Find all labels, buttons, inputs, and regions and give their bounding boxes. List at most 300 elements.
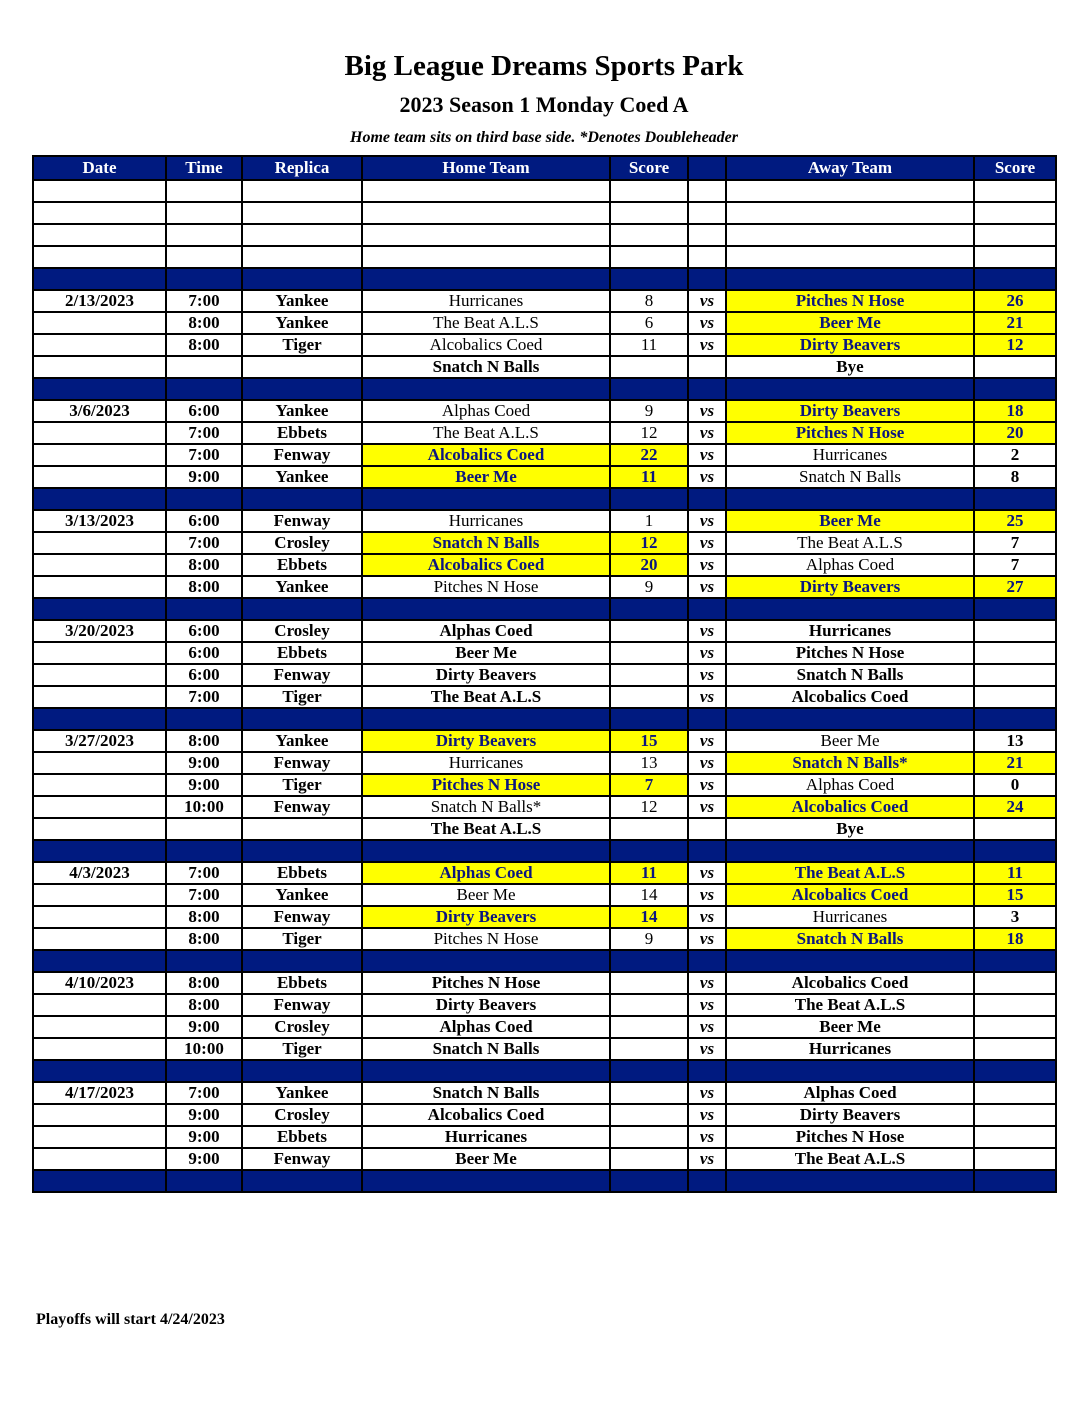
game-row [33,554,1056,576]
away-team: Snatch N Balls [726,466,974,488]
game-date [33,642,166,664]
game-row [33,818,1056,840]
game-field: Ebbets [242,422,362,444]
separator-cell [726,840,974,862]
game-field: Crosley [242,1104,362,1126]
separator-cell [166,268,242,290]
home-score [610,620,688,642]
blank-cell [166,246,242,268]
game-date [33,884,166,906]
game-time: 8:00 [166,312,242,334]
game-row [33,620,1056,642]
vs-label: vs [688,972,726,994]
game-row [33,532,1056,554]
game-field: Fenway [242,444,362,466]
away-team: Dirty Beavers [726,1104,974,1126]
blank-cell [242,202,362,224]
game-date [33,664,166,686]
game-date [33,356,166,378]
separator-cell [610,950,688,972]
game-date [33,1104,166,1126]
away-score: 18 [974,928,1056,950]
away-score: 18 [974,400,1056,422]
game-date [33,532,166,554]
game-time: 9:00 [166,1016,242,1038]
blank-cell [610,180,688,202]
separator-cell [610,268,688,290]
col-header-away-score: Score [974,156,1056,180]
away-score: 11 [974,862,1056,884]
game-time: 6:00 [166,620,242,642]
game-date: 2/13/2023 [33,290,166,312]
away-score [974,686,1056,708]
game-date: 4/3/2023 [33,862,166,884]
game-date [33,906,166,928]
separator-cell [166,1170,242,1192]
game-time: 10:00 [166,1038,242,1060]
game-time: 8:00 [166,576,242,598]
home-score: 11 [610,334,688,356]
game-time [166,818,242,840]
home-score: 14 [610,906,688,928]
game-field: Yankee [242,312,362,334]
home-team: Hurricanes [362,510,610,532]
vs-label: vs [688,642,726,664]
game-date [33,554,166,576]
game-row [33,928,1056,950]
home-team: Dirty Beavers [362,664,610,686]
home-score: 14 [610,884,688,906]
game-field: Ebbets [242,1126,362,1148]
away-score: 8 [974,466,1056,488]
away-team: Snatch N Balls [726,664,974,686]
away-score: 27 [974,576,1056,598]
game-row [33,356,1056,378]
game-time: 8:00 [166,730,242,752]
col-header-date: Date [33,156,166,180]
game-row [33,862,1056,884]
vs-label: vs [688,862,726,884]
away-score: 21 [974,312,1056,334]
blank-cell [362,224,610,246]
separator-cell [688,1170,726,1192]
away-score: 2 [974,444,1056,466]
home-team: The Beat A.L.S [362,686,610,708]
game-time: 6:00 [166,664,242,686]
game-time: 9:00 [166,1148,242,1170]
vs-label: vs [688,532,726,554]
away-score [974,818,1056,840]
separator-cell [362,840,610,862]
game-time: 9:00 [166,466,242,488]
game-time: 9:00 [166,774,242,796]
col-header-away-team: Away Team [726,156,974,180]
blank-cell [242,246,362,268]
home-score [610,642,688,664]
away-team: Hurricanes [726,906,974,928]
game-field: Fenway [242,1148,362,1170]
game-row [33,1148,1056,1170]
away-score: 7 [974,554,1056,576]
vs-label: vs [688,906,726,928]
separator-cell [610,378,688,400]
separator-cell [242,268,362,290]
separator-row [33,488,1056,510]
home-team: Alphas Coed [362,400,610,422]
vs-label: vs [688,422,726,444]
game-field: Tiger [242,928,362,950]
game-time: 10:00 [166,796,242,818]
away-score: 7 [974,532,1056,554]
away-score: 3 [974,906,1056,928]
home-team: The Beat A.L.S [362,312,610,334]
game-field [242,818,362,840]
game-time: 6:00 [166,400,242,422]
vs-label [688,356,726,378]
game-date [33,774,166,796]
separator-cell [166,950,242,972]
separator-cell [726,1060,974,1082]
game-time: 7:00 [166,686,242,708]
separator-row [33,840,1056,862]
home-team: Hurricanes [362,1126,610,1148]
away-score: 21 [974,752,1056,774]
separator-cell [242,950,362,972]
page-subtitle: 2023 Season 1 Monday Coed A [399,92,689,117]
separator-cell [362,708,610,730]
home-team: Pitches N Hose [362,576,610,598]
separator-cell [688,488,726,510]
blank-row [33,202,1056,224]
game-date [33,422,166,444]
game-row [33,1126,1056,1148]
blank-cell [242,224,362,246]
separator-cell [166,378,242,400]
separator-cell [166,488,242,510]
game-date [33,752,166,774]
separator-cell [974,598,1056,620]
game-field [242,356,362,378]
game-field: Crosley [242,620,362,642]
separator-cell [33,708,166,730]
away-team: The Beat A.L.S [726,1148,974,1170]
blank-cell [33,202,166,224]
home-team: The Beat A.L.S [362,818,610,840]
away-team: Alcobalics Coed [726,972,974,994]
separator-cell [974,1170,1056,1192]
schedule-table [32,155,1057,1193]
game-field: Ebbets [242,642,362,664]
separator-cell [974,378,1056,400]
schedule-body [33,180,1056,1192]
col-header-home-score: Score [610,156,688,180]
separator-cell [726,708,974,730]
separator-cell [33,378,166,400]
blank-cell [166,180,242,202]
game-time: 7:00 [166,290,242,312]
vs-label: vs [688,1038,726,1060]
separator-cell [362,1060,610,1082]
separator-cell [33,598,166,620]
away-score [974,1038,1056,1060]
home-score [610,1038,688,1060]
game-row [33,752,1056,774]
blank-cell [726,180,974,202]
game-time: 7:00 [166,862,242,884]
separator-cell [688,708,726,730]
home-team: Snatch N Balls [362,356,610,378]
home-score: 22 [610,444,688,466]
vs-label: vs [688,994,726,1016]
game-field: Tiger [242,774,362,796]
home-score: 7 [610,774,688,796]
away-score: 26 [974,290,1056,312]
schedule-note: Home team sits on third base side. *Denotes Doubleheader [350,129,738,146]
separator-cell [362,488,610,510]
home-score [610,818,688,840]
game-field: Tiger [242,1038,362,1060]
separator-cell [974,840,1056,862]
home-score: 20 [610,554,688,576]
away-team: The Beat A.L.S [726,862,974,884]
home-score [610,972,688,994]
blank-cell [688,224,726,246]
vs-label: vs [688,1016,726,1038]
game-time: 7:00 [166,884,242,906]
home-team: Snatch N Balls [362,1038,610,1060]
separator-cell [688,1060,726,1082]
game-row [33,994,1056,1016]
separator-cell [610,840,688,862]
home-team: Beer Me [362,466,610,488]
separator-cell [726,378,974,400]
game-date [33,466,166,488]
home-score: 6 [610,312,688,334]
vs-label: vs [688,334,726,356]
away-score: 25 [974,510,1056,532]
vs-label: vs [688,312,726,334]
home-score [610,686,688,708]
away-score [974,620,1056,642]
blank-cell [610,202,688,224]
game-row [33,906,1056,928]
vs-label: vs [688,730,726,752]
separator-cell [974,1060,1056,1082]
home-team: Alcobalics Coed [362,554,610,576]
separator-cell [242,378,362,400]
game-row [33,774,1056,796]
game-field: Yankee [242,466,362,488]
away-team: Dirty Beavers [726,334,974,356]
vs-label: vs [688,466,726,488]
away-team: Hurricanes [726,620,974,642]
blank-cell [362,202,610,224]
col-header-time: Time [166,156,242,180]
away-team: Bye [726,356,974,378]
home-score: 9 [610,576,688,598]
home-score [610,1126,688,1148]
separator-cell [166,598,242,620]
away-team: Dirty Beavers [726,576,974,598]
away-score: 15 [974,884,1056,906]
blank-row [33,180,1056,202]
blank-cell [726,246,974,268]
away-score [974,994,1056,1016]
home-score [610,1082,688,1104]
home-team: Beer Me [362,1148,610,1170]
home-team: The Beat A.L.S [362,422,610,444]
separator-cell [974,268,1056,290]
game-time: 6:00 [166,510,242,532]
away-score [974,642,1056,664]
vs-label: vs [688,444,726,466]
home-team: Dirty Beavers [362,906,610,928]
game-date [33,1148,166,1170]
away-team: Pitches N Hose [726,642,974,664]
game-field: Yankee [242,576,362,598]
blank-cell [688,246,726,268]
game-date [33,334,166,356]
separator-cell [688,268,726,290]
blank-cell [974,202,1056,224]
game-time: 8:00 [166,334,242,356]
away-score: 24 [974,796,1056,818]
separator-row [33,708,1056,730]
vs-label: vs [688,1148,726,1170]
game-row [33,642,1056,664]
blank-cell [974,180,1056,202]
separator-cell [726,1170,974,1192]
header-row [33,156,1056,180]
away-team: Alphas Coed [726,554,974,576]
away-team: The Beat A.L.S [726,532,974,554]
blank-cell [610,224,688,246]
col-header-replica: Replica [242,156,362,180]
blank-cell [974,246,1056,268]
away-team: The Beat A.L.S [726,994,974,1016]
separator-cell [362,268,610,290]
separator-cell [726,268,974,290]
game-row [33,422,1056,444]
separator-row [33,1060,1056,1082]
separator-cell [242,840,362,862]
vs-label: vs [688,686,726,708]
game-field: Fenway [242,510,362,532]
separator-row [33,378,1056,400]
game-row [33,312,1056,334]
vs-label [688,818,726,840]
home-team: Alphas Coed [362,1016,610,1038]
game-date [33,1016,166,1038]
game-date [33,686,166,708]
game-time: 7:00 [166,532,242,554]
home-team: Alcobalics Coed [362,1104,610,1126]
separator-cell [688,950,726,972]
away-score [974,1082,1056,1104]
game-date [33,928,166,950]
game-row [33,1104,1056,1126]
separator-cell [610,488,688,510]
game-date: 3/6/2023 [33,400,166,422]
away-team: Hurricanes [726,1038,974,1060]
blank-cell [610,246,688,268]
home-team: Pitches N Hose [362,774,610,796]
game-date [33,1126,166,1148]
blank-cell [33,246,166,268]
separator-cell [362,378,610,400]
vs-label: vs [688,576,726,598]
separator-cell [610,598,688,620]
game-date: 3/20/2023 [33,620,166,642]
game-field: Yankee [242,884,362,906]
separator-cell [726,950,974,972]
away-team: Beer Me [726,510,974,532]
separator-cell [688,598,726,620]
away-score: 12 [974,334,1056,356]
separator-cell [33,1170,166,1192]
home-team: Snatch N Balls* [362,796,610,818]
away-team: Pitches N Hose [726,290,974,312]
away-team: Snatch N Balls [726,928,974,950]
game-time: 9:00 [166,1104,242,1126]
game-date [33,444,166,466]
away-score [974,972,1056,994]
game-date [33,1038,166,1060]
vs-label: vs [688,510,726,532]
game-field: Yankee [242,730,362,752]
away-score: 13 [974,730,1056,752]
game-row [33,796,1056,818]
separator-cell [610,1060,688,1082]
away-score [974,356,1056,378]
separator-cell [362,598,610,620]
separator-cell [974,950,1056,972]
away-score [974,1016,1056,1038]
separator-row [33,950,1056,972]
home-team: Pitches N Hose [362,972,610,994]
blank-cell [974,224,1056,246]
page-title: Big League Dreams Sports Park [344,50,744,82]
playoffs-note: Playoffs will start 4/24/2023 [36,1311,225,1328]
game-time: 7:00 [166,444,242,466]
home-score [610,1016,688,1038]
game-row [33,972,1056,994]
game-time: 8:00 [166,928,242,950]
home-score: 13 [610,752,688,774]
game-field: Yankee [242,1082,362,1104]
separator-cell [166,840,242,862]
game-time: 6:00 [166,642,242,664]
separator-cell [610,1170,688,1192]
home-score: 11 [610,862,688,884]
vs-label: vs [688,620,726,642]
away-team: Alcobalics Coed [726,796,974,818]
home-team: Hurricanes [362,290,610,312]
game-field: Yankee [242,290,362,312]
game-field: Fenway [242,752,362,774]
vs-label: vs [688,752,726,774]
game-row [33,1082,1056,1104]
home-score: 9 [610,928,688,950]
separator-cell [974,488,1056,510]
blank-cell [362,180,610,202]
game-field: Fenway [242,664,362,686]
home-score [610,1148,688,1170]
home-score: 8 [610,290,688,312]
game-time: 7:00 [166,422,242,444]
vs-label: vs [688,796,726,818]
home-score: 12 [610,796,688,818]
